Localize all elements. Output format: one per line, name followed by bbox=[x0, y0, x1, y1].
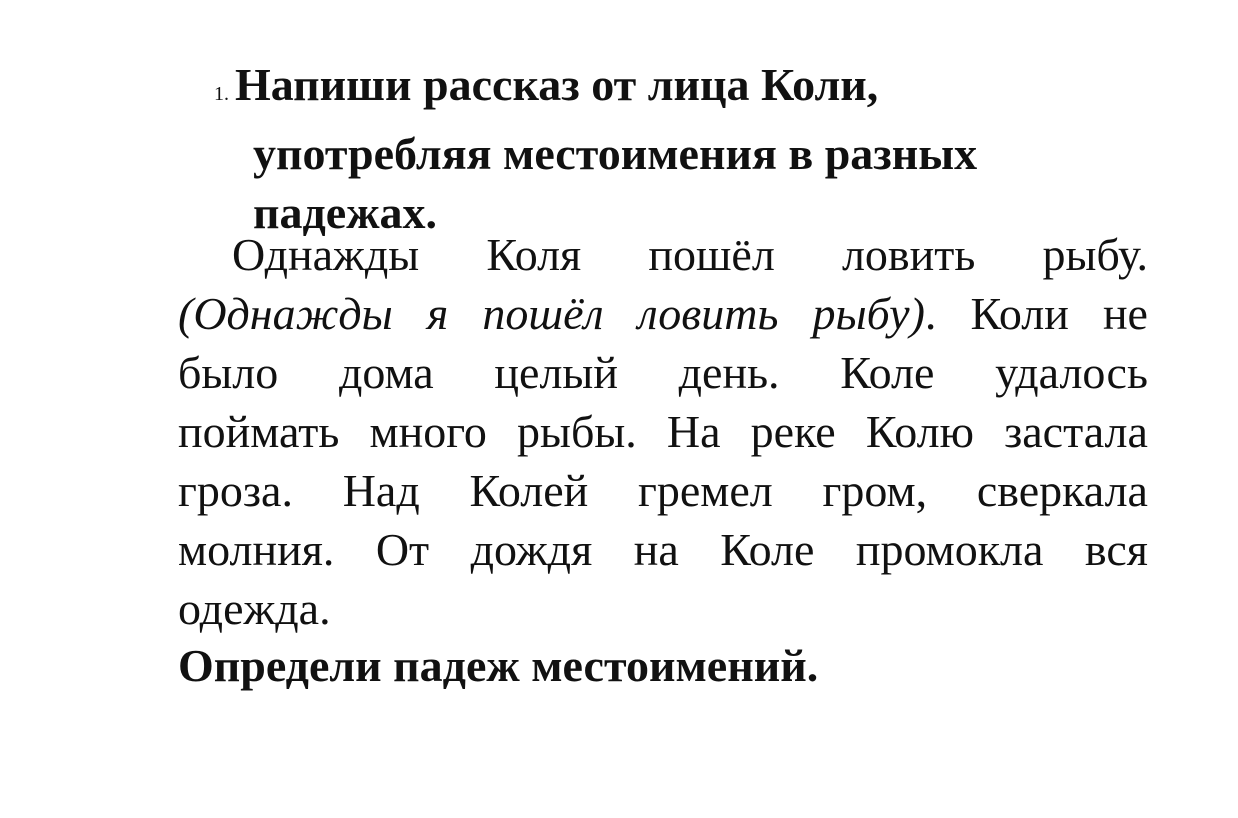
story-line-5 bbox=[178, 461, 1148, 520]
italic-word: (Однажды bbox=[178, 288, 393, 339]
italic-end-group bbox=[813, 284, 937, 343]
story-line-6 bbox=[178, 520, 1148, 579]
task-line-2: употребляя местоимения в разных bbox=[253, 128, 978, 179]
task-number: 1. bbox=[214, 83, 229, 105]
final-instruction: Определи падеж местоимений. bbox=[178, 640, 819, 691]
word: гром, bbox=[822, 465, 928, 516]
task-line-1 bbox=[214, 55, 1114, 124]
story-paragraph bbox=[178, 225, 1148, 638]
word: дома bbox=[338, 347, 434, 398]
word: рыбы. bbox=[517, 406, 637, 457]
word: Однажды bbox=[232, 229, 420, 280]
story-line-7: одежда. bbox=[178, 583, 331, 634]
word: Над bbox=[342, 465, 420, 516]
word: было bbox=[178, 347, 279, 398]
task-heading bbox=[214, 55, 1114, 242]
italic-word: пошёл bbox=[482, 288, 604, 339]
word: день. bbox=[678, 347, 780, 398]
italic-word: я bbox=[426, 288, 449, 339]
story-line-4 bbox=[178, 402, 1148, 461]
word: сверкала bbox=[976, 465, 1148, 516]
word: Колей bbox=[469, 465, 589, 516]
word: Коле bbox=[840, 347, 935, 398]
word: реке bbox=[750, 406, 836, 457]
word: гремел bbox=[638, 465, 773, 516]
word: удалось bbox=[995, 347, 1148, 398]
italic-word: рыбу) bbox=[812, 288, 925, 339]
story-line-2 bbox=[178, 284, 1148, 343]
word: целый bbox=[494, 347, 618, 398]
word: пошёл bbox=[648, 229, 775, 280]
task-line-3: падежах. bbox=[253, 187, 438, 238]
word: рыбу. bbox=[1042, 229, 1148, 280]
word: ловить bbox=[841, 229, 976, 280]
word: вся bbox=[1084, 524, 1148, 575]
word: Коли bbox=[970, 288, 1069, 339]
word: молния. bbox=[178, 524, 335, 575]
word: на bbox=[633, 524, 679, 575]
word: Колю bbox=[865, 406, 974, 457]
word: На bbox=[666, 406, 721, 457]
word: Коле bbox=[720, 524, 815, 575]
italic-word: ловить bbox=[637, 288, 779, 339]
word: не bbox=[1102, 288, 1148, 339]
word: промокла bbox=[855, 524, 1044, 575]
word: Коля bbox=[486, 229, 582, 280]
word: дождя bbox=[470, 524, 593, 575]
word: много bbox=[369, 406, 487, 457]
task-text-1: Напиши рассказ от лица Коли, bbox=[235, 59, 879, 110]
word: От bbox=[375, 524, 430, 575]
word: поймать bbox=[178, 406, 340, 457]
word: . bbox=[924, 288, 937, 339]
story-line-3 bbox=[178, 343, 1148, 402]
word: застала bbox=[1004, 406, 1148, 457]
word: гроза. bbox=[178, 465, 293, 516]
story-line-1 bbox=[178, 225, 1148, 284]
